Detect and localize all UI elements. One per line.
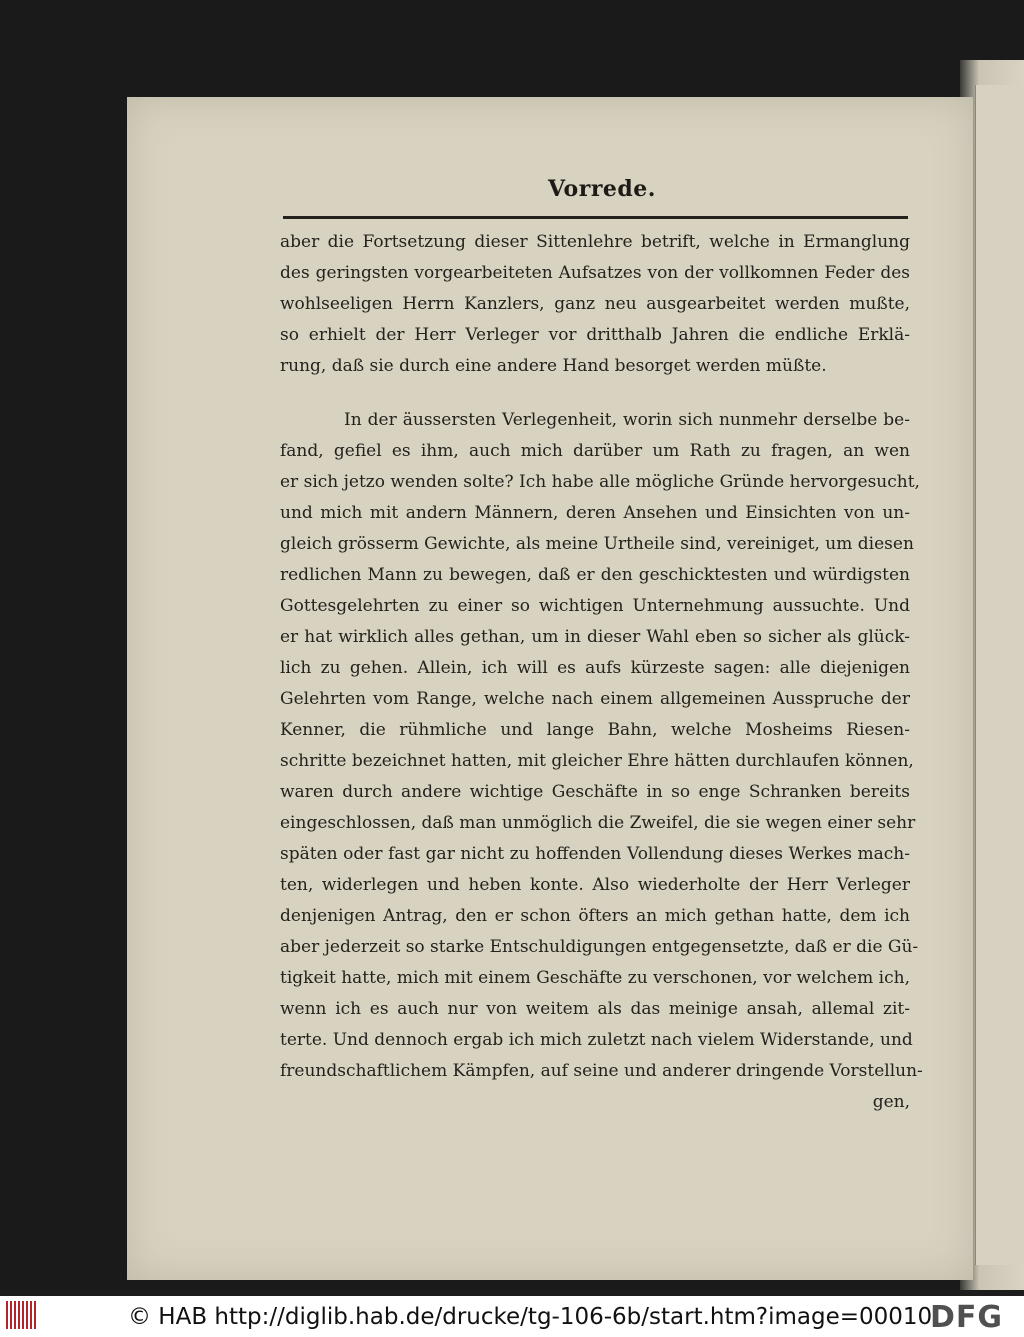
copyright-link[interactable]: © HAB http://diglib.hab.de/drucke/tg-106-6b/start.htm?image=00010 [128,1304,933,1330]
text-line: ten, widerlegen und heben konte. Also wiederholte der Herr Verleger [280,875,910,895]
text-line: und mich mit andern Männern, deren Ansehen und Einsichten von un- [280,503,910,523]
text-line: späten oder fast gar nicht zu hoffenden Vollendung dieses Werkes mach- [280,844,910,864]
paragraph-first-line: In der äussersten Verlegenheit, worin sich nunmehr derselbe be- [344,410,910,430]
text-line: des geringsten vorgearbeiteten Aufsatzes von der vollkomnen Feder des [280,263,910,283]
text-line: er hat wirklich alles gethan, um in dieser Wahl eben so sicher als glück- [280,627,910,647]
text-line: gleich grösserm Gewichte, als meine Urtheile sind, vereiniget, um diesen [280,534,914,554]
footer-bar [0,1296,1024,1337]
text-line: redlichen Mann zu bewegen, daß er den geschicktesten und würdigsten [280,565,910,585]
dfg-logo: DFG [930,1300,1004,1335]
library-barcode-icon [6,1301,46,1331]
text-line: schritte bezeichnet hatten, mit gleicher Ehre hätten durchlaufen können, [280,751,914,771]
text-line: tigkeit hatte, mich mit einem Geschäfte zu verschonen, vor welchem ich, [280,968,910,988]
text-line: lich zu gehen. Allein, ich will es aufs kürzeste sagen: alle diejenigen [280,658,910,678]
facing-page-edge [975,85,1024,1265]
text-line: Kenner, die rühmliche und lange Bahn, welche Mosheims Riesen- [280,720,910,740]
head-rule [283,216,908,219]
text-line: wenn ich es auch nur von weitem als das meinige ansah, allemal zit- [280,999,910,1019]
text-line: er sich jetzo wenden solte? Ich habe alle mögliche Gründe hervorgesucht, [280,472,920,492]
text-line: aber die Fortsetzung dieser Sittenlehre betrift, welche in Ermanglung [280,232,910,252]
text-line: Gelehrten vom Range, welche nach einem allgemeinen Ausspruche der [280,689,910,709]
text-line: waren durch andere wichtige Geschäfte in so enge Schranken bereits [280,782,910,802]
text-line: rung, daß sie durch eine andere Hand besorget werden müßte. [280,356,827,376]
text-line: freundschaftlichem Kämpfen, auf seine und anderer dringende Vorstellun- [280,1061,923,1081]
text-line: denjenigen Antrag, den er schon öfters an mich gethan hatte, dem ich [280,906,910,926]
text-line: so erhielt der Herr Verleger vor dritthalb Jahren die endliche Erklä- [280,325,910,345]
text-line: fand, gefiel es ihm, auch mich darüber um Rath zu fragen, an wen [280,441,910,461]
catchword: gen, [872,1092,910,1112]
text-line: Gottesgelehrten zu einer so wichtigen Unternehmung aussuchte. Und [280,596,910,616]
text-line: terte. Und dennoch ergab ich mich zuletzt nach vielem Widerstande, und [280,1030,913,1050]
text-line: aber jederzeit so starke Entschuldigungen entgegensetzte, daß er die Gü- [280,937,919,957]
running-head: Vorrede. [548,176,656,202]
text-line: eingeschlossen, daß man unmöglich die Zweifel, die sie wegen einer sehr [280,813,916,833]
text-line: wohlseeligen Herrn Kanzlers, ganz neu ausgearbeitet werden mußte, [280,294,910,314]
